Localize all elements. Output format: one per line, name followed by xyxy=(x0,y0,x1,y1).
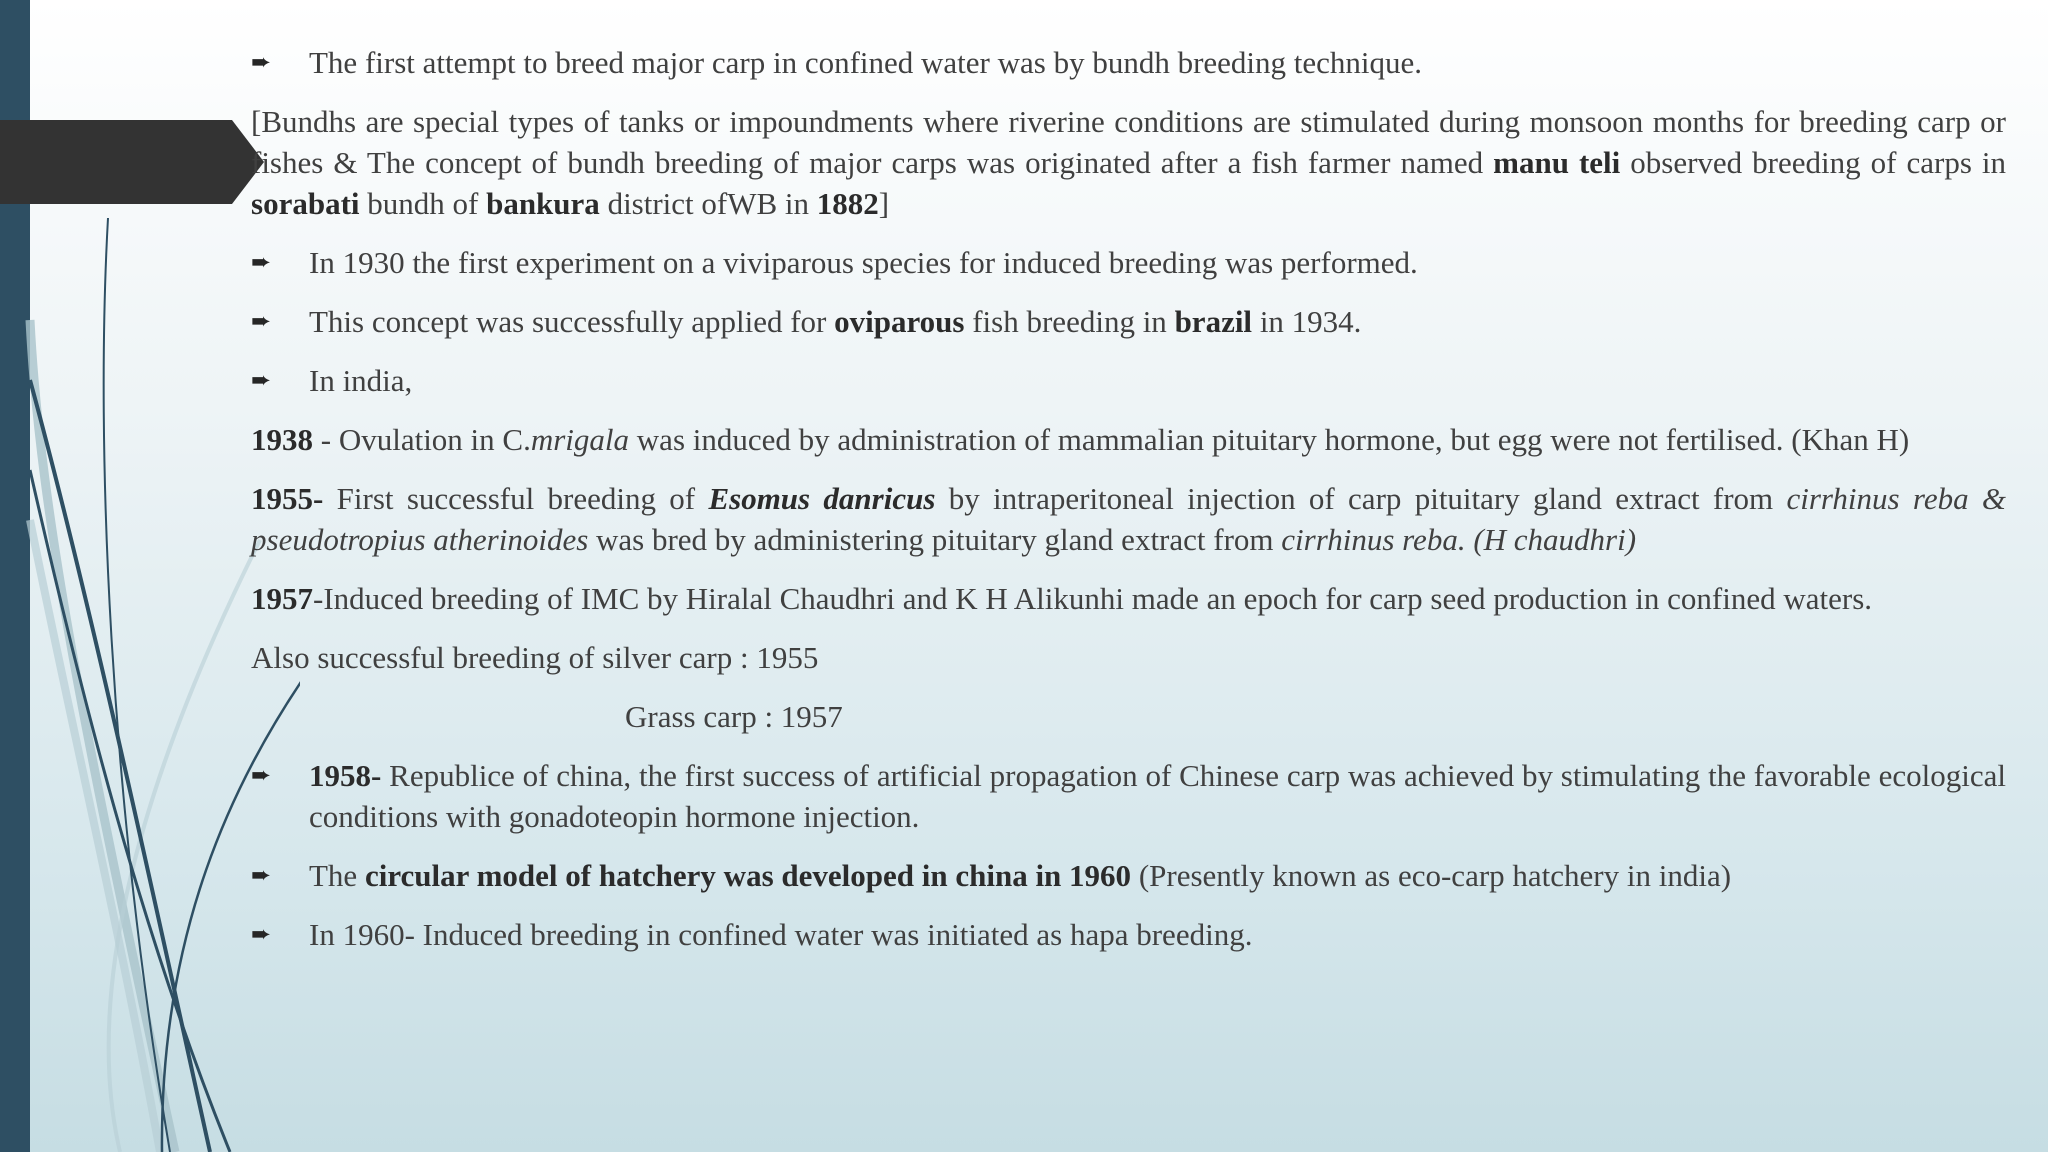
arrow-bullet-icon: ➨ xyxy=(251,920,272,948)
bullet-paragraph xyxy=(251,855,2006,896)
text-run: mrigala xyxy=(530,422,630,457)
text-run: 1957 xyxy=(251,581,313,616)
text-paragraph xyxy=(251,637,2006,678)
bullet-paragraph xyxy=(251,360,2006,401)
text-run: Esomus danricus xyxy=(708,481,936,516)
text-run: In 1930 the first experiment on a viviparous species for induced breeding was performed. xyxy=(309,245,1418,280)
text-run: oviparous xyxy=(834,304,965,339)
slide-body xyxy=(251,42,2006,973)
arrow-bullet-icon: ➨ xyxy=(251,366,272,394)
text-paragraph xyxy=(251,419,2006,460)
bullet-paragraph xyxy=(251,301,2006,342)
text-run: was induced by administration of mammalian pituitary hormone, but egg were not fertilised. (Khan H) xyxy=(629,422,1910,457)
text-run: bankura xyxy=(486,186,600,221)
bullet-paragraph xyxy=(251,914,2006,955)
text-run: First successful breeding of xyxy=(323,481,709,516)
text-run: sorabati xyxy=(251,186,360,221)
text-run: cirrhinus reba & pseudotropius atherinoides xyxy=(251,481,2007,557)
text-paragraph xyxy=(251,696,2006,737)
text-run: [Bundhs are special types of tanks or impoundments where riverine conditions are stimulated during monsoon months for breeding carp or fishes & The concept of bundh breeding of major carps was originated after a fish farmer named xyxy=(251,104,2006,180)
text-run: was bred by administering pituitary gland extract from xyxy=(588,522,1282,557)
text-run: Also successful breeding of silver carp : 1955 xyxy=(251,640,819,675)
arrow-bullet-icon: ➨ xyxy=(251,248,272,276)
text-run: 1938 xyxy=(251,422,313,457)
text-run: manu teli xyxy=(1493,145,1621,180)
title-tab-shape xyxy=(0,120,264,204)
arrow-bullet-icon: ➨ xyxy=(251,48,272,76)
text-run: observed breeding of carps in xyxy=(1620,145,2007,180)
text-run: (Presently known as eco-carp hatchery in india) xyxy=(1131,858,1732,893)
text-run: circular model of hatchery was developed in china in 1960 xyxy=(364,858,1132,893)
text-run: ] xyxy=(878,186,890,221)
text-run: In 1960- Induced breeding in confined water was initiated as hapa breeding. xyxy=(309,917,1253,952)
text-run: In india, xyxy=(309,363,413,398)
text-run: cirrhinus reba. (H chaudhri) xyxy=(1281,522,1637,557)
text-run: in 1934. xyxy=(1252,304,1362,339)
text-run: by intraperitoneal injection of carp pituitary gland extract from xyxy=(935,481,1787,516)
arrow-bullet-icon: ➨ xyxy=(251,307,272,335)
text-run: brazil xyxy=(1174,304,1253,339)
text-run: 1882 xyxy=(816,186,879,221)
text-run: bundh of xyxy=(359,186,487,221)
text-run: The first attempt to breed major carp in confined water was by bundh breeding technique. xyxy=(309,45,1423,80)
text-run: This concept was successfully applied for xyxy=(309,304,835,339)
text-run: 1958- xyxy=(309,758,382,793)
text-run: -Induced breeding of IMC by Hiralal Chaudhri and K H Alikunhi made an epoch for carp seed production in confined waters. xyxy=(313,581,1873,616)
text-run: - Ovulation in C. xyxy=(313,422,531,457)
text-run: fish breeding in xyxy=(964,304,1175,339)
text-paragraph xyxy=(251,478,2006,560)
bullet-paragraph xyxy=(251,42,2006,83)
text-paragraph xyxy=(251,101,2006,224)
text-run: 1955- xyxy=(251,481,324,516)
arrow-bullet-icon: ➨ xyxy=(251,761,272,789)
text-run: The xyxy=(309,858,365,893)
arrow-bullet-icon: ➨ xyxy=(251,861,272,889)
text-paragraph xyxy=(251,578,2006,619)
text-run: Republice of china, the first success of artificial propagation of Chinese carp was achieved by stimulating the favorable ecological conditions with gonadoteopin hormone injection. xyxy=(309,758,2006,834)
text-run: district ofWB in xyxy=(599,186,817,221)
bullet-paragraph xyxy=(251,242,2006,283)
text-run: Grass carp : 1957 xyxy=(625,699,843,734)
bullet-paragraph xyxy=(251,755,2006,837)
